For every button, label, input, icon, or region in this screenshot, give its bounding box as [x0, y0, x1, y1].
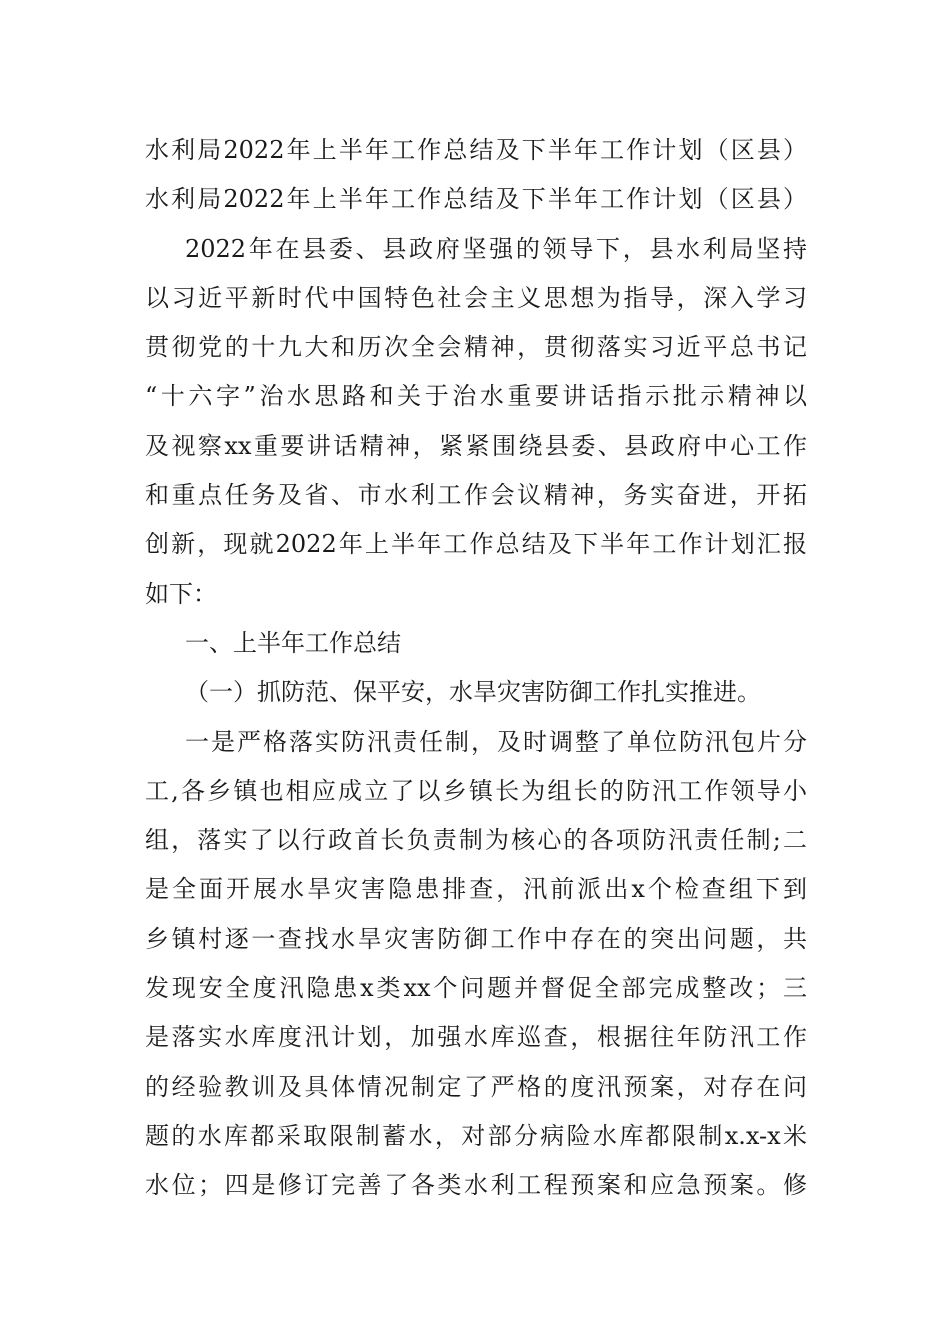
document-page: [145, 126, 807, 1211]
intro-paragraph-line: 创新，现就2022年上半年工作总结及下半年工作计划汇报: [145, 530, 807, 559]
body-paragraph-line: 发现安全度汛隐患x类xx个问题并督促全部完成整改；三: [145, 974, 807, 1003]
intro-paragraph-line: “十六字”治水思路和关于治水重要讲话指示批示精神以: [145, 382, 807, 411]
body-paragraph-line: 乡镇村逐一查找水旱灾害防御工作中存在的突出问题，共: [145, 924, 807, 953]
body-paragraph-line: 组，落实了以行政首长负责制为核心的各项防汛责任制;二: [145, 826, 807, 855]
document-title-repeat: 水利局2022年上半年工作总结及下半年工作计划（区县）: [145, 185, 807, 214]
body-paragraph-line: 工,各乡镇也相应成立了以乡镇长为组长的防汛工作领导小: [145, 776, 807, 805]
intro-paragraph-line: 和重点任务及省、市水利工作会议精神，务实奋进，开拓: [145, 481, 807, 510]
intro-paragraph-line: 贯彻党的十九大和历次全会精神，贯彻落实习近平总书记: [145, 333, 807, 362]
intro-paragraph-line: 及视察xx重要讲话精神，紧紧围绕县委、县政府中心工作: [145, 431, 807, 460]
subsection-heading: （一）抓防范、保平安，水旱灾害防御工作扎实推进。: [185, 678, 761, 707]
intro-paragraph-line: 如下：: [145, 579, 217, 608]
body-paragraph-line: 的经验教训及具体情况制定了严格的度汛预案，对存在问: [145, 1072, 807, 1101]
document-title: 水利局2022年上半年工作总结及下半年工作计划（区县）: [145, 136, 807, 164]
body-paragraph-line: 是落实水库度汛计划，加强水库巡查，根据往年防汛工作: [145, 1023, 807, 1052]
body-paragraph-line: 题的水库都采取限制蓄水，对部分病险水库都限制x.x-x米: [145, 1121, 807, 1150]
body-paragraph-line: 一是严格落实防汛责任制，及时调整了单位防汛包片分: [185, 727, 807, 756]
intro-paragraph-line: 2022年在县委、县政府坚强的领导下，县水利局坚持: [185, 234, 807, 263]
body-paragraph-line: 水位；四是修订完善了各类水利工程预案和应急预案。修: [145, 1171, 807, 1200]
section-heading: 一、上半年工作总结: [185, 628, 401, 657]
body-paragraph-line: 是全面开展水旱灾害隐患排查，汛前派出x个检查组下到: [145, 875, 807, 904]
intro-paragraph-line: 以习近平新时代中国特色社会主义思想为指导，深入学习: [145, 283, 807, 312]
